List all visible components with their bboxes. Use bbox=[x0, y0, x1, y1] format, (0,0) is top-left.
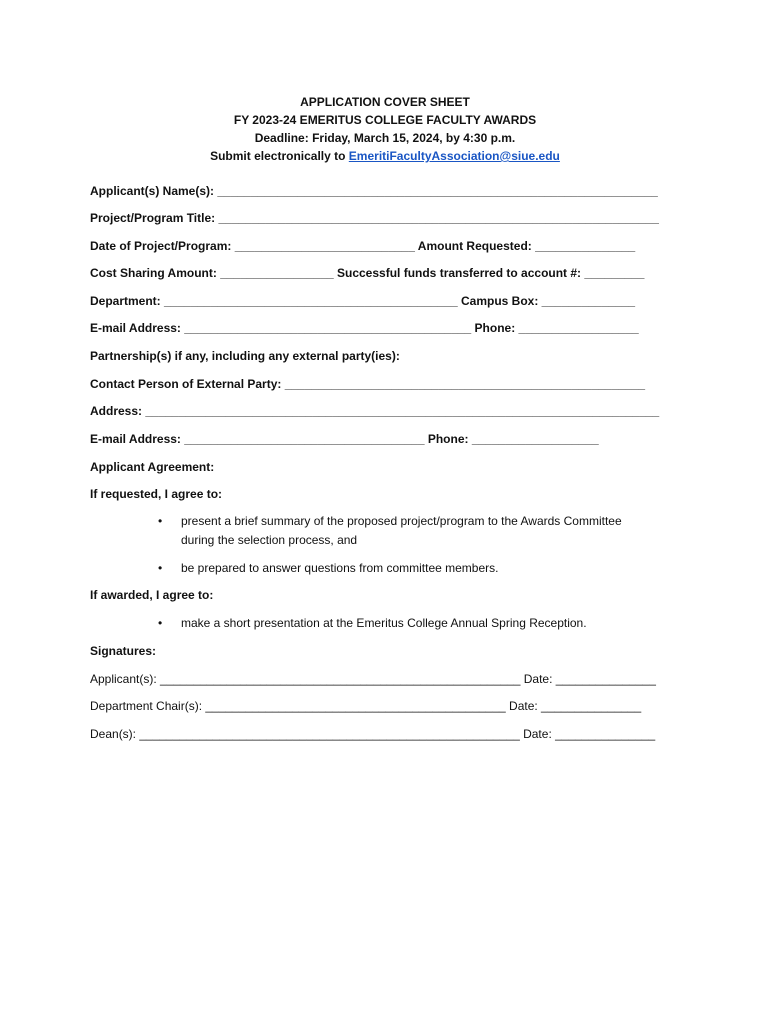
list-item bbox=[158, 559, 498, 578]
contact-person-field[interactable]: Contact Person of External Party: ______________________________________________________ bbox=[90, 377, 646, 391]
bullet-text: be prepared to answer questions from committee members. bbox=[181, 561, 499, 575]
submit-prefix: Submit electronically to bbox=[210, 149, 349, 163]
bullet-icon: • bbox=[158, 561, 163, 575]
if-awarded-label: If awarded, I agree to: bbox=[90, 588, 214, 602]
applicant-names-field[interactable]: Applicant(s) Name(s): __________________________________________________________________ bbox=[90, 184, 658, 198]
partnership-label: Partnership(s) if any, including any external party(ies): bbox=[90, 349, 400, 363]
project-title-field[interactable]: Project/Program Title: __________________________________________________________________ bbox=[90, 211, 659, 225]
document-header bbox=[0, 93, 770, 165]
list-item bbox=[158, 512, 622, 550]
external-email-phone-field[interactable]: E-mail Address: ____________________________________ Phone: ___________________ bbox=[90, 432, 599, 446]
if-requested-label: If requested, I agree to: bbox=[90, 487, 223, 501]
bullet-icon: • bbox=[158, 616, 163, 630]
bullet-text: make a short presentation at the Emeritus College Annual Spring Reception. bbox=[181, 616, 587, 630]
email-phone-field[interactable]: E-mail Address: ___________________________________________ Phone: __________________ bbox=[90, 321, 639, 335]
header-title: APPLICATION COVER SHEET bbox=[300, 95, 470, 109]
dean-signature-field[interactable]: Dean(s): _________________________________________________________ Date: _______________ bbox=[90, 727, 656, 741]
email-link[interactable]: EmeritiFacultyAssociation@siue.edu bbox=[348, 149, 560, 163]
address-field[interactable]: Address: _____________________________________________________________________________ bbox=[90, 404, 660, 418]
header-submit-line bbox=[0, 147, 770, 165]
bullet-line: during the selection process, and bbox=[181, 533, 358, 547]
header-subtitle: FY 2023-24 EMERITUS COLLEGE FACULTY AWARDS bbox=[233, 113, 537, 127]
bullet-icon: • bbox=[158, 514, 163, 528]
agreement-heading: Applicant Agreement: bbox=[90, 460, 215, 474]
bullet-line: present a brief summary of the proposed project/program to the Awards Committee bbox=[181, 514, 622, 528]
header-deadline: Deadline: Friday, March 15, 2024, by 4:30 p.m. bbox=[254, 131, 516, 145]
department-field[interactable]: Department: ____________________________________________ Campus Box: ______________ bbox=[90, 294, 636, 308]
applicant-signature-field[interactable]: Applicant(s): ______________________________________________________ Date: _______________ bbox=[90, 672, 656, 686]
signatures-heading: Signatures: bbox=[90, 644, 157, 658]
bullet-text bbox=[181, 512, 622, 550]
chair-signature-field[interactable]: Department Chair(s): _____________________________________________ Date: _______________ bbox=[90, 699, 642, 713]
cost-sharing-field[interactable]: Cost Sharing Amount: _________________ Successful funds transferred to account #: _________ bbox=[90, 266, 645, 280]
date-amount-field[interactable]: Date of Project/Program: ___________________________ Amount Requested: _______________ bbox=[90, 239, 636, 253]
list-item bbox=[158, 614, 587, 633]
